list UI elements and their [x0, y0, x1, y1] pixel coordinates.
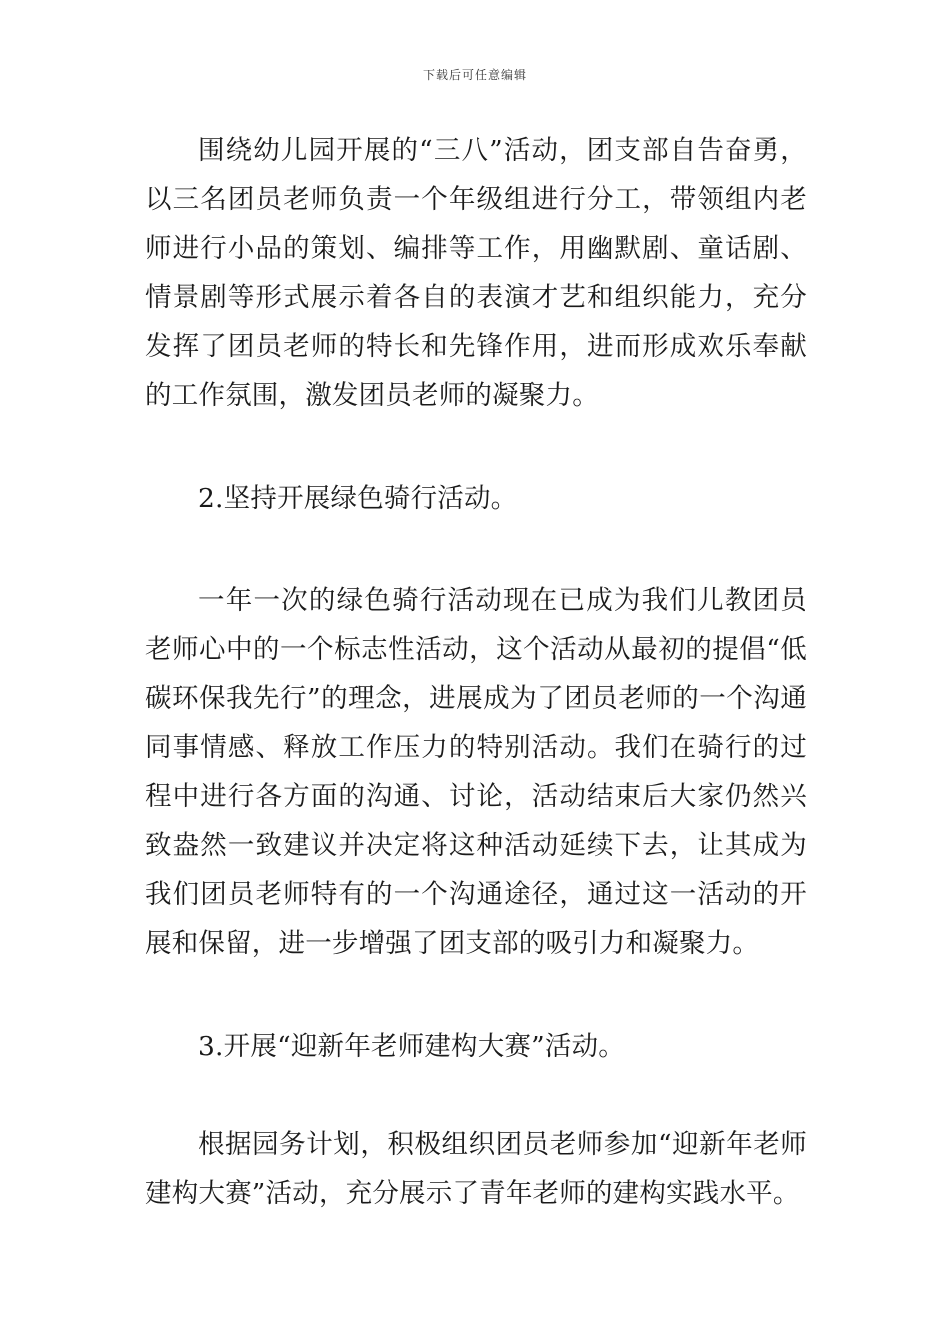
body-paragraph: 根据园务计划，积极组织团员老师参加“迎新年老师建构大赛”活动，充分展示了青年老师的建构实践水平。: [145, 1129, 807, 1209]
body-paragraph: 围绕幼儿园开展的“三八”活动，团支部自告奋勇，以三名团员老师负责一个年级组进行分工，带领组内老师进行小品的策划、编排等工作，用幽默剧、童话剧、情景剧等形式展示着各自的表演才艺和组织能力，充分发挥了团员老师的特长和先锋作用，进而形成欢乐奉献的工作氛围，激发团员老师的凝聚力。: [145, 135, 807, 411]
section-heading: 2.坚持开展绿色骑行活动。: [198, 483, 518, 514]
body-paragraph: 一年一次的绿色骑行活动现在已成为我们儿教团员老师心中的一个标志性活动，这个活动从最初的提倡“低碳环保我先行”的理念，进展成为了团员老师的一个沟通同事情感、释放工作压力的特别活动。我们在骑行的过程中进行各方面的沟通、讨论，活动结束后大家仍然兴致盎然一致建议并决定将这种活动延续下去，让其成为我们团员老师特有的一个沟通途径，通过这一活动的开展和保留，进一步增强了团支部的吸引力和凝聚力。: [145, 585, 807, 959]
header-note: 下载后可任意编辑: [422, 68, 527, 82]
section-heading: 3.开展“迎新年老师建构大赛”活动。: [198, 1031, 625, 1062]
